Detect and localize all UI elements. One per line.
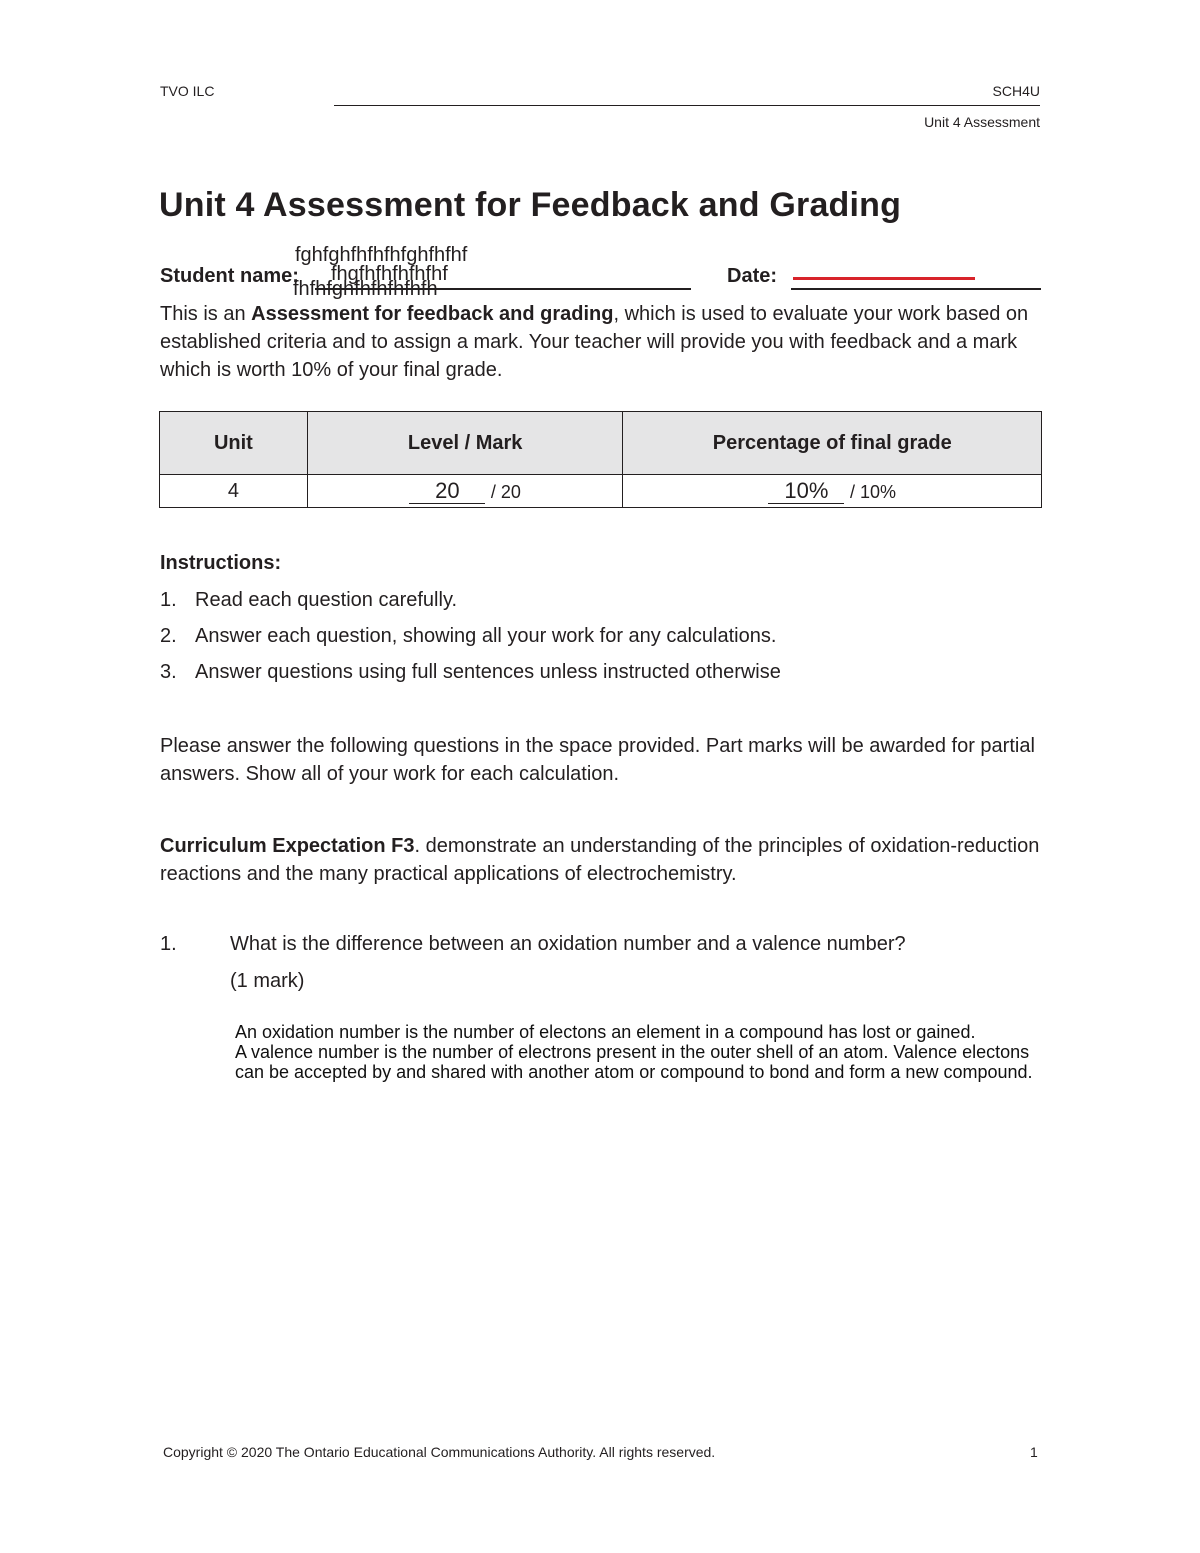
list-text: Answer each question, showing all your work for any calculations. (195, 625, 777, 647)
student-name-label: Student name: (160, 265, 299, 287)
intro-text: This is an (160, 303, 252, 325)
curriculum-code: Curriculum Expectation F3 (160, 835, 415, 857)
table-row (160, 475, 1042, 508)
percent-total: / 10% (849, 481, 897, 502)
copyright-footer: Copyright © 2020 The Ontario Educational Communications Authority. All rights reserved. (163, 1444, 716, 1460)
page-title: Unit 4 Assessment for Feedback and Grading (159, 186, 902, 224)
page-number: 1 (1030, 1444, 1038, 1460)
date-field-highlight (793, 277, 975, 280)
curriculum-text: . demonstrate an understanding of the principles of oxidation-reduction reactions and the many practical applications of electrochemistry. (160, 835, 1040, 885)
question-number: 1. (160, 933, 177, 955)
curriculum-expectation (160, 832, 1050, 888)
date-field-line[interactable] (791, 288, 1041, 290)
column-header-percentage: Percentage of final grade (623, 412, 1042, 475)
list-number: 3. (160, 661, 177, 683)
percentage-cell (623, 475, 1042, 508)
list-text: Answer questions using full sentences unless instructed otherwise (195, 661, 781, 683)
answer-guidance-paragraph: Please answer the following questions in the space provided. Part marks will be awarded for partial answers. Show all of your work for each calculation. (160, 735, 1035, 785)
student-name-text: fhgfhfhfhfhfhf (331, 263, 448, 285)
header-org: TVO ILC (160, 83, 215, 99)
student-name-text: fhfhfghfhfhfhfhfh (293, 278, 438, 300)
instructions-heading: Instructions: (160, 552, 282, 574)
header-course-code: SCH4U (992, 83, 1040, 99)
mark-total: / 20 (490, 481, 521, 502)
unit-cell: 4 (160, 475, 308, 508)
mark-value[interactable]: 20 (409, 479, 485, 504)
column-header-unit: Unit (160, 412, 308, 475)
answer-line: An oxidation number is the number of electons an element in a compound has lost or gained. (235, 1022, 976, 1042)
column-header-mark: Level / Mark (307, 412, 623, 475)
intro-bold-text: Assessment for feedback and grading (251, 303, 614, 325)
list-number: 2. (160, 625, 177, 647)
answer-line: A valence number is the number of electrons present in the outer shell of an atom. Valence electons (235, 1042, 1030, 1062)
percent-value[interactable]: 10% (768, 479, 844, 504)
student-name-text: fghfghfhfhfhfghfhfhf (295, 244, 468, 266)
question-marks: (1 mark) (230, 970, 305, 992)
answer-line: can be accepted by and shared with another atom or compound to bond and form a new compound. (235, 1062, 1033, 1082)
date-label: Date: (727, 265, 778, 287)
intro-paragraph (160, 300, 1040, 384)
mark-cell (307, 475, 623, 508)
list-number: 1. (160, 589, 177, 611)
intro-text: , which is used to evaluate your work based on established criteria and to assign a mark. Your teacher will provide you with feedback and a mark which is worth 10% of your final grade. (160, 303, 1029, 381)
list-text: Read each question carefully. (195, 589, 458, 611)
table-header-row (160, 412, 1042, 475)
header-rule (334, 105, 1040, 106)
question-text: What is the difference between an oxidation number and a valence number? (230, 933, 906, 955)
answer-text-box[interactable] (235, 1022, 1135, 1082)
header-subtitle: Unit 4 Assessment (924, 114, 1040, 130)
grade-table (159, 411, 1042, 508)
